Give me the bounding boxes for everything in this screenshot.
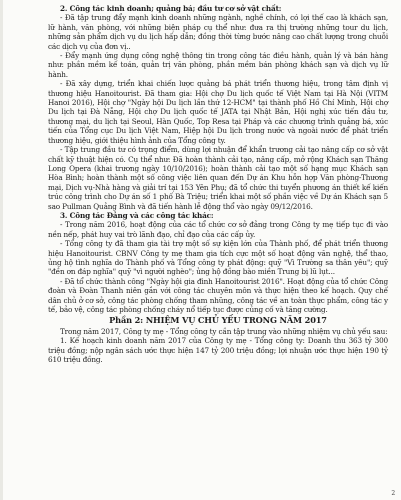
paragraph-sponsorship: - Tổng công ty đã tham gia tài trợ một số sự kiện lớn của Thành phố, để phát triển thương hiệu Hanoitourist. CBNV Công ty mẹ tham gia tích cực một số hoạt động văn nghệ, thể thao, ủng hộ tình nghĩa do Thành phố và Tổng công ty phát động: quỹ "Vì Trường sa thân yêu"; quỹ "đền ơn đáp nghĩa" quỹ "vì người nghèo"; ủng hộ đồng bào miền Trung bị lũ lụt...: [48, 239, 388, 277]
paragraph-business-focus: - Đã tập trung đẩy mạnh kinh doanh những ngành, nghề chính, có lợi thế cao là khách sạn, lữ hành, văn phòng, với những biện pháp cụ thể như: đưa ra thị trường những tour du lịch, những sản phẩm dịch vụ du lịch hấp dẫn; đồng thời từng bước nâng cao chất lượng trong chuỗi các dịch vụ của đơn vị..: [48, 13, 388, 51]
page-number: 2: [391, 489, 395, 497]
paragraph-family-day: - Đã tổ chức thành công "Ngày hội gia đình Hanoitourist 2016". Hoạt động của tổ chức Công đoàn và Đoàn Thanh niên gắn với công tác chuyên môn và thực hiện theo kế hoạch. Quy chế dân chủ ở cơ sở, công tác phòng chống tham nhũng, công tác về an toàn thực phẩm, công tác y tế, bảo vệ, công tác phòng chống cháy nổ tiếp tục được củng cố và tăng cường.: [48, 276, 388, 314]
section-2-heading: 2. Công tác kinh doanh; quảng bá; đầu tư cơ sở vật chất:: [60, 4, 282, 13]
paragraph-it-application: - Đẩy mạnh ứng dụng công nghệ thông tin trong công tác điều hành, quản lý và bán hàng như: phần mềm kế toán, quản trị văn phòng, phần mềm bán phòng khách sạn và dịch vụ lữ hành.: [48, 51, 388, 79]
paragraph-business-plan: 1. Kế hoạch kinh doanh năm 2017 của Công ty mẹ - Tổng công ty: Doanh thu 363 tỷ 300 triệu đồng; nộp ngân sách ước thực hiện 147 tỷ 200 triệu đồng; lợi nhuận ước thực hiện 190 tỷ 610 triệu đồng.: [48, 336, 388, 365]
paragraph-tasks-intro: Trong năm 2017, Công ty mẹ - Tổng công ty cần tập trung vào những nhiệm vụ chủ yếu sau:: [60, 326, 388, 336]
paragraph-party-activities: - Trong năm 2016, hoạt động của các tổ chức cơ sở đảng trong Công ty mẹ tiếp tục đi vào nền nếp, phát huy vai trò lãnh đạo, chỉ đạo của các cấp ủy.: [48, 220, 388, 239]
paragraph-investment: - Tập trung đầu tư có trọng điểm, dùng lợi nhuận để khẩn trương cải tạo nâng cấp cơ sở vật chất kỹ thuật hiện có. Cụ thể như: Đã hoàn thành cải tạo, nâng cấp, mở rộng Khách sạn Thăng Long Opera (khai trương ngày 10/10/2016); hoàn thành cải tạo một số hạng mục Khách sạn Hòa Bình; hoàn thành một số công việc liên quan đến Dự án Khu hỗn hợp Văn phòng-Thương mại, Dịch vụ-Nhà hàng và giải trí tại 153 Yên Phụ; đã tổ chức thi tuyển phương án thiết kế kiến trúc công trình cho Dự án số 1 phố Bà Triệu; triển khai một số phần việc về Dự án Khách sạn 5 sao Pullman Quảng Bình và đã tiến hành lễ động thổ vào ngày 09/12/2016.: [48, 145, 388, 211]
section-3-heading: 3. Công tác Đảng và các công tác khác:: [60, 210, 214, 220]
page-edge-shadow: [0, 0, 3, 500]
paragraph-brand-promotion: - Đã xây dựng, triển khai chiến lược quảng bá phát triển thương hiệu, trong tâm định vị thương hiệu Hanoitourist. Đã tham gia: Hội chợ Du lịch quốc tế Việt Nam tại Hà Nội (VITM Hanoi 2016), Hội chợ "Ngày hội Du lịch lần thứ 12-HCM" tại thành phố Hồ Chí Minh, Hội chợ Du lịch tại Đà Nẵng, Hội chợ Du lịch quốc tế JATA tại Nhật Bản, Hội nghị xúc tiến đầu tư, thương mại, du lịch tại Seoul, Hàn Quốc, Top Resa tại Pháp và các chương trình quảng bá, xúc tiến của Tổng cục Du lịch Việt Nam, Hiệp hội Du lịch trong nước và ngoài nước để phát triển thương hiệu, giới thiệu hình ảnh của Tổng công ty.: [48, 79, 388, 145]
part-2-heading: Phần 2: NHIỆM VỤ CHỦ YẾU TRONG NĂM 2017: [109, 315, 327, 326]
